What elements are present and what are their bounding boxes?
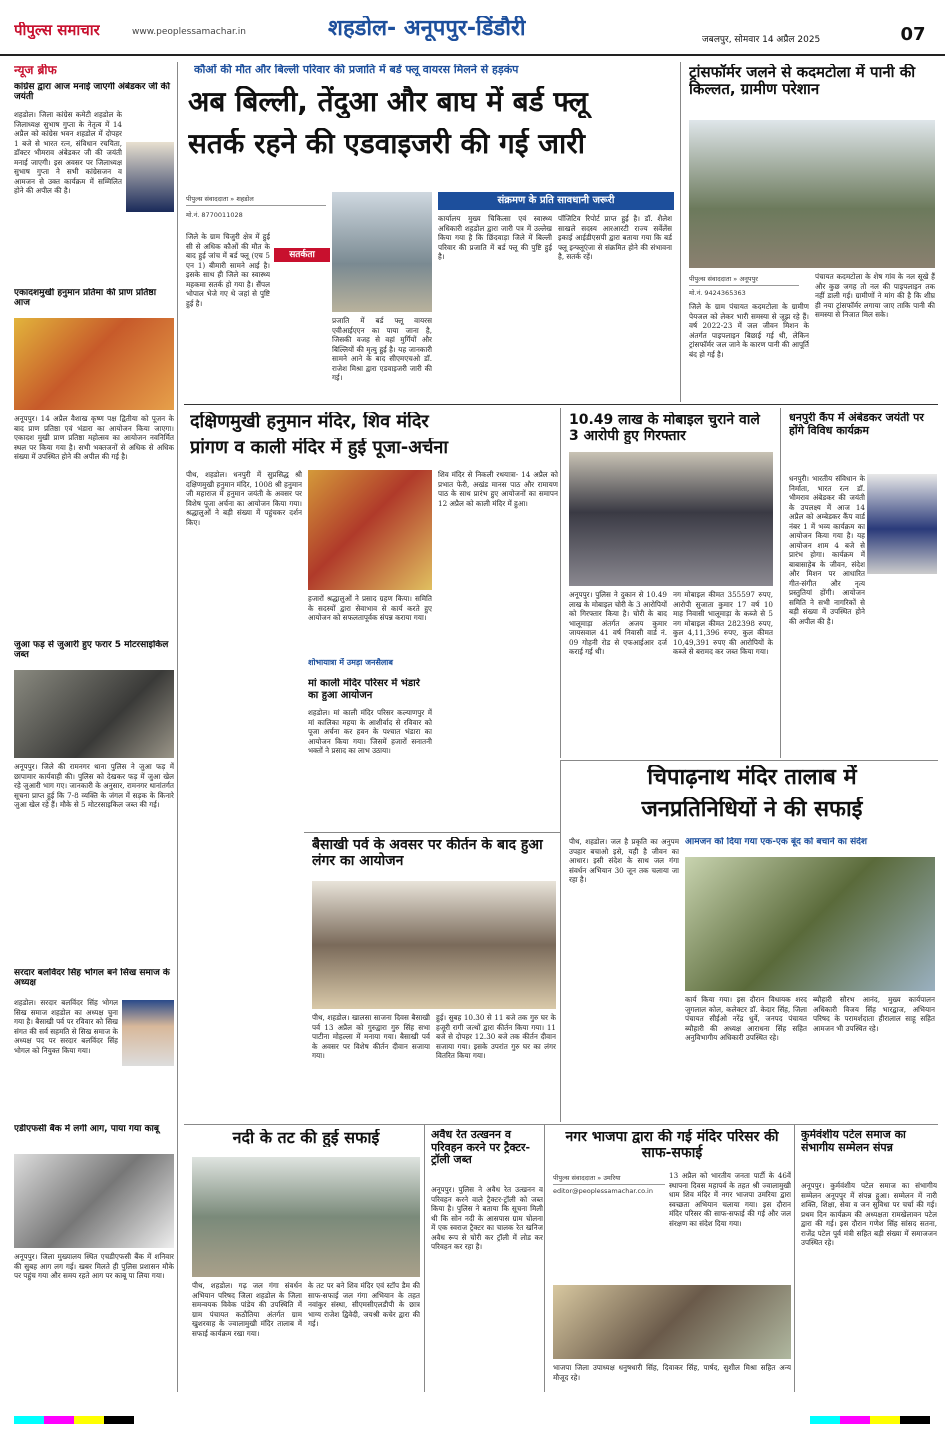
bjp-email[interactable]: editor@peoplessamachar.co.in [553, 1187, 653, 1195]
brief-sikh-title: सरदार बलविंदर सिंह भोगल बने सिख समाज के अध्यक्ष [14, 968, 170, 989]
newsbrief-column [8, 62, 178, 1392]
river-photo [192, 1157, 420, 1277]
page-number: 07 [896, 20, 930, 50]
kurmi-story [794, 1124, 938, 1392]
ambedkar-photo [126, 142, 174, 212]
chipadhnath-story [560, 760, 938, 1122]
lead-body-4: पॉजिटिव रिपोर्ट प्राप्त हुई है। डॉ. शैलेश साखले सदस्य आरआरटी राज्य सर्वेलेंस इकाई आईडीएसपी द्वारा बताया गया कि बर्ड फ्लू इन्फ्लूएंजा से संक्रमित होने की संभावना है, सतर्क रहें। [558, 214, 672, 261]
motorcycles-photo [14, 670, 174, 758]
hanuman-body-3: शिव मंदिर से निकली रथयात्रा- 14 अप्रैल को प्रभात फेरी, अखंड मानस पाठ और रामायण पाठ के साथ प्रारंभ हुए आयोजनों का समापन 12 अप्रैल को काली मंदिर में हुआ। [438, 470, 558, 508]
brief-congress-body: शहडोल। जिला कांग्रेस कमेटी शहडोल के जिलाध्यक्ष सुभाष गुप्ता के नेतृत्व में 14 अप्रैल को कांग्रेस भवन शहडोल में दोपहर 1 बजे से भारत रत्न, संविधान रचयिता, डॉक्टर भीमराव अंबेडकर जी की जयंती मनाई जाएगी। इस अवसर पर जिलाध्यक्ष सुभाष गुप्ता ने सभी कांग्रेसजन व आमजन से उक्त कार्यक्रम में सम्मिलित होने की अपील की है। [14, 110, 122, 195]
lead-headline-1: अब बिल्ली, तेंदुआ और बाघ में बर्ड फ्लू [188, 86, 588, 118]
reg-mark [810, 1416, 930, 1424]
langar-photo [312, 881, 556, 1009]
brief-hanuman-title: एकादशमुखी हनुमान प्रतिमा की प्राण प्रतिष्ठा आज [14, 288, 157, 309]
divider [184, 404, 938, 405]
hanuman-puja-photo [14, 318, 174, 410]
hanuman-sub-2: मां काली मंदिर परिसर में भंडारे का हुआ आयोजन [308, 678, 420, 701]
lead-headline-2: सतर्क रहने की एडवाइजरी की गई जारी [188, 128, 586, 160]
mobile-theft-body-1: अनूपपुर। पुलिस ने दुकान से 10.49 लाख के मोबाइल चोरी के 3 आरोपियों को गिरफ्तार किया है। चोरी के बाद भालूमाड़ा अंतर्गत अजय कुमार जायसवाल 41 वर्ष निवासी वार्ड नं. 09 गोहनी रोड से एफआईआर दर्ज कराई गई थी। [569, 590, 667, 656]
reg-mark [14, 1416, 134, 1424]
sand-story [424, 1124, 544, 1392]
mobile-theft-story [560, 408, 776, 758]
mobile-theft-headline: 10.49 लाख के मोबाइल चुराने वाले 3 आरोपी हुए गिरफ्तार [569, 412, 760, 445]
newsbrief-label: न्यूज ब्रीफ [14, 64, 57, 77]
bhogal-photo [122, 1000, 174, 1066]
lead-mobile: मो.नं. 8770011028 [186, 211, 243, 219]
hanuman-headline-2: प्रांगण व काली मंदिर में हुई पूजा-अर्चना [190, 438, 449, 458]
sand-body: अनूपपुर। पुलिस ने अवैध रेत उत्खनन व परिवहन करने वाले ट्रैक्टर-ट्रॉली को जब्त किया है। पुलिस ने बताया कि सूचना मिली थी कि सोन नदी के आसपास ग्राम चोलना में एक स्वराज ट्रैक्टर का चालक रेत खनिज अवैध रूप से चोरी कर ट्रॉली में लोड कर परिवहन कर रहा है। [431, 1185, 543, 1251]
section-title: शहडोल- अनूपपुर-डिंडौरी [328, 16, 526, 41]
brief-congress-title: कांग्रेस द्वारा आज मनाई जाएगी अंबेडकर जी की जयंती [14, 82, 170, 103]
chipadhnath-body-2: कार्य किया गया। इस दौरान विधायक शरद जुगलाल कोल, कलेक्टर डॉ. केदार सिंह, जिला पंचायत सीईओ नरेंद्र धुर्वे, जनपद पंचायत ब्यौहारी की अध्यक्ष आराधना सिंह सहित अनुविभागीय अधिकारी उपस्थित रहे। [685, 995, 807, 1042]
kirtan-headline: बैसाखी पर्व के अवसर पर कीर्तन के बाद हुआ लंगर का आयोजन [312, 837, 543, 870]
transformer-byline: पीपुल्स संवाददाता » अनूपपुर [689, 272, 799, 286]
bjp-story [544, 1124, 794, 1392]
chipadhnath-headline-1: चिपाढ़नाथ मंदिर तालाब में [647, 765, 857, 790]
kurmi-body: अनूपपुर। कुर्मवंशीय पटेल समाज का संभागीय सम्मेलन अनूपपुर में संपन्न हुआ। सम्मेलन में नारी शक्ति, शिक्षा, सेवा व जन सुविधा पर चर्चा की गई। प्रथम दिन कार्यक्रम की अध्यक्षता रामखेलावन पटेल द्वारा की गई। इस दौरान गणेश सिंह सांसद सतना, राजेंद्र पटेल पूर्व मंत्री सहित बड़ी संख्या में समाजजन उपस्थित रहे। [801, 1181, 937, 1247]
hanuman-body-4: शहडोल। मां काली मंदिर परिसर कल्याणपुर में मां कालिका महया के आशीर्वाद से रविवार को पूजा अर्चना कर हवन के पश्चात भंडारा का आयोजन किया गया। जिसमें हजारों सनातनी भक्तों ने प्रसाद का लाभ उठाया। [308, 708, 432, 755]
pond-cleaning-photo [685, 857, 935, 991]
kirtan-body-2: हुई। सुबह 10.30 से 11 बजे तक गुरु घर के हजूरी रागी जत्थों द्वारा कीर्तन किया गया। 11 बजे से दोपहर 12.30 बजे तक कीर्तन दीवान सजाया गया। इसके उपरांत गुरु घर का लंगर वितरित किया गया। [436, 1013, 556, 1060]
lead-body-1: जिले के ग्राम चिजुरी क्षेत्र में हुई सी से अधिक कौओं की मौत के बाद हुई जांच में बर्ड फ्लू (एच 5 एन 1) बीमारी सामने आई है। इसके साथ ही जिले का स्वास्थ्य महकमा सतर्क हो गया है। सैंपल भोपाल भेजे गए थे जहां से पुष्टि हुई है। [186, 232, 270, 308]
bjp-headline: नगर भाजपा द्वारा की गई मंदिर परिसर की साफ-सफाई [565, 1129, 779, 1162]
transformer-body-2: पंचायत कदमटोला के शेष गांव के नल सूखे हैं और कुछ जगह तो नल की पाइपलाइन तक नहीं डाली गई। ग्रामीणों ने मांग की है कि शीघ्र ही नया ट्रांसफॉर्मर लगाया जाए ताकि पानी की समस्या से निजात मिल सके। [815, 272, 935, 319]
hanuman-body-1: पीथ, शहडोल। धनपुरी में सुप्रसिद्ध श्री दक्षिणमुखी हनुमान मंदिर, 1008 श्री हनुमान जी महाराज में हनुमान जयंती के अवसर पर विशेष पूजा अर्चना का आयोजन किया गया। श्रद्धालुओं ने बड़ी संख्या में पहुंचकर दर्शन किए। [186, 470, 302, 527]
brief-sikh-body: शहडोल। सरदार बलविंदर सिंह भोगल सिख समाज शहडोल का अध्यक्ष चुना गया है। बैसाखी पर्व पर रविवार को सिख संगत की सर्व सहमति से सिख समाज के अध्यक्ष पद पर सरदार बलविंदर सिंह भोगल को नियुक्त किया गया। [14, 998, 118, 1055]
chipadhnath-body-1: पीथ, शहडोल। जल है प्रकृति का अनुपम उपहार बचाओ इसे, यही है जीवन का आधार। इसी संदेश के साथ जल गंगा संवर्धन अभियान 30 जून तक चलाया जा रहा है। [569, 837, 679, 884]
brief-fire-body: अनूपपुर। जिला मुख्यालय स्थित एचडीएफसी बैंक में शनिवार की सुबह आग लग गई। खबर मिलते ही पुलिस प्रशासन मौके पर पहुंच गया और समय रहते आग पर काबू पा लिया गया। [14, 1252, 174, 1280]
bank-fire-photo [14, 1154, 174, 1248]
bjp-cleaning-photo [553, 1285, 791, 1359]
brief-gambling-title: जुआ फड़ से जुआरी हुए फरार 5 मोटरसाइकिल जब्त [14, 640, 169, 661]
river-body-1: पीथ, शहडोल। गढ़ जल गंगा संवर्धन अभियान परिषद जिला शहडोल के जिला समन्वयक विवेक पांडेय की उपस्थिति में ग्राम पंचायत कठौतिया अंतर्गत ग्राम खुशरवाह के ज्वालामुखी मंदिर तालाब में सफाई कार्यक्रम रखा गया। [192, 1281, 302, 1338]
bjp-body: 13 अप्रैल को भारतीय जनता पार्टी के 46वें स्थापना दिवस महापर्व के तहत श्री ज्वालामुखी धाम शिव मंदिर में नगर भाजपा उमरिया द्वारा स्वच्छता अभियान चलाया गया। इस दौरान मंदिर परिसर की साफ-सफाई की गई और जल संरक्षण का संदेश दिया गया। [669, 1171, 791, 1228]
brand-logo: पीपुल्स समाचार [14, 22, 100, 39]
brief-hanuman-body: अनूपपुर। 14 अप्रैल वैशाख कृष्ण पक्ष द्वितीया को पूजन के बाद प्राण प्रतिष्ठा एवं भंडारा का आयोजन किया जाएगा। एकादश मुखी प्राण प्रतिष्ठा महोत्सव का आयोजन नवनिर्मित स्थल पर किया गया है। सभी भक्तजनों से अधिक से अधिक संख्या में उपस्थित होने की अपील की गई है। [14, 414, 174, 461]
ambedkar-story [780, 408, 938, 758]
river-headline: नदी के तट की हुई सफाई [232, 1129, 380, 1147]
chipadhnath-body-3: ब्यौहारी सौरभ आनंद, मुख्य कार्यपालन अधिकारी विजय सिंह भारद्वाज, अभियान परिषद के परामर्शदाता हीरालाल साहू सहित आमजन भी उपस्थित रहे। [813, 995, 935, 1033]
transformer-mobile: मो.नं. 9424365363 [689, 289, 746, 297]
brief-fire-title: एडीएफसी बैंक में लगी आग, पाया गया काबू [14, 1124, 159, 1134]
lead-story [184, 62, 674, 402]
hanuman-body-2: हजारों श्रद्धालुओं ने प्रसाद ग्रहण किया। समिति के सदस्यों द्वारा सेवाभाव से कार्य करते हुए आयोजन को सफलतापूर्वक संपन्न कराया गया। [308, 594, 432, 622]
chipadhnath-headline-2: जनप्रतिनिधियों ने की सफाई [641, 797, 863, 822]
mobile-theft-body-2: नग मोबाइल कीमत 355597 रुपए, आरोपी सुजाता कुमार 17 वर्ष 10 माह निवासी भालूमाड़ा के कब्जे से 5 नग मोबाइल कीमत 282398 रुपए, कुल 4,11,396 रुपए, कुल कीमत 10,49,391 रुपए की आरोपियों के कब्जे से बरामद कर जब्त किया गया। [673, 590, 773, 656]
ambedkar-headline: धनपुरी कैंप में अंबेडकर जयंती पर होंगे विविध कार्यक्रम [789, 412, 924, 437]
lead-byline: पीपुल्स संवाददाता » शहडोल [186, 192, 326, 206]
hanuman-story [184, 408, 560, 852]
lead-body-2: प्रजाति में बर्ड फ्लू वायरस एवीआईएएन का पाया जाना है, जिसकी वजह से वहां मुर्गियों और बिल्लियों की मृत्यु हुई है। यह जानकारी सामने आने के बाद सीएमएचओ डॉ. राजेश मिश्रा द्वारा एडवाइजरी जारी की गई। [332, 316, 432, 382]
ambedkar-body: धनपुरी। भारतीय संविधान के निर्माता, भारत रत्न डॉ. भीमराव अंबेडकर की जयंती के उपलक्ष्य में आज 14 अप्रैल को अम्बेडकर कैंप वार्ड नंबर 1 में भव्य कार्यक्रम का आयोजन किया गया है। यह आयोजन शाम 4 बजे से प्रारंभ होगा। कार्यक्रम में बाबासाहेब के जीवन, संदेश और मिशन पर आधारित गीत-संगीत और नृत्य प्रस्तुतियां होंगी। आयोजन समिति ने सभी नागरिकों से बड़ी संख्या में उपस्थित होने की अपील की है। [789, 474, 865, 626]
hanuman-idol-photo [308, 470, 432, 590]
brief-gambling-body: अनूपपुर। जिले की रामनगर थाना पुलिस ने जुआ फड़ में छापामार कार्यवाही की। पुलिस को देखकर फड़ में जुआ खेल रहे जुआरी भाग गए। जानकारी के अनुसार, रामनगर थानांतर्गत सूचना प्राप्त हुई कि 7-8 व्यक्ति के जंगल में सड़क के किनारे जुआ खेल रहे हैं। मौके से 5 मोटरसाइकिल जब्त की गई। [14, 762, 174, 809]
registration-strip [0, 1400, 945, 1445]
lead-body-3: कार्यालय मुख्य चिकित्सा एवं स्वास्थ्य अधिकारी शहडोल द्वारा जारी पत्र में उल्लेख किया गया है कि छिंदवाड़ा जिले में बिल्ली परिवार की प्रजाति में बर्ड फ्लू की पुष्टि हुई है। [438, 214, 552, 261]
hanuman-sub-1: शोभायात्रा में उमड़ा जनसैलाब [308, 658, 393, 667]
transformer-body-1: जिले के ग्राम पंचायत कदमटोला के ग्रामीण पेयजल को लेकर भारी समस्या से जूझ रहे हैं। वर्ष 2022-23 में जल जीवन मिशन के अंतर्गत पाइपलाइन बिछाई गई थी, लेकिन ट्रांसफॉर्मर जल जाने के कारण पानी की आपूर्ति बंद हो गई है। [689, 302, 809, 359]
lead-box-label: संक्रमण के प्रति सावधानी जरूरी [438, 192, 674, 210]
brief-congress-cont [14, 232, 174, 234]
kirtan-story [304, 832, 560, 1122]
transformer-story [680, 62, 938, 402]
chipadhnath-subhead: आमजन को दिया गया एक-एक बूंद को बचाने का संदेश [685, 837, 868, 847]
dateline: जबलपुर, सोमवार 14 अप्रैल 2025 [702, 35, 821, 45]
transformer-photo [689, 120, 935, 268]
hanuman-headline-1: दक्षिणमुखी हनुमान मंदिर, शिव मंदिर [190, 412, 429, 432]
hospital-photo [332, 192, 432, 312]
lead-tag: सतर्कता [274, 248, 330, 262]
river-body-2: के तट पर बने शिव मंदिर एवं स्टॉप डैम की साफ-सफाई जल गंगा अभियान के तहत नवांकुर संस्था, सीएमसीएलडीपी के छात्र भाग्य राजेश द्विवेदी, जयश्री कचेर द्वारा की गई। [308, 1281, 420, 1328]
transformer-headline: ट्रांसफॉर्मर जलने से कदमटोला में पानी की किल्लत, ग्रामीण परेशान [689, 64, 916, 99]
bjp-caption: भाजपा जिला उपाध्यक्ष धनुषधारी सिंह, दिवाकर सिंह, पार्षद, सुशील मिश्रा सहित अन्य मौजूद रहे। [553, 1363, 791, 1382]
site-url[interactable]: www.peoplessamachar.in [132, 27, 246, 37]
river-story [184, 1124, 424, 1392]
kirtan-body-1: पीथ, शहडोल। खालसा साजना दिवस बैसाखी पर्व 13 अप्रैल को गुरुद्वारा गुरु सिंह सभा पाटीना मोहल्ला में मनाया गया। बैसाखी पर्व के अवसर पर विशेष कीर्तन दीवान सजाया गया। [312, 1013, 430, 1060]
sand-headline: अवैध रेत उत्खनन व परिवहन करने पर ट्रैक्टर-ट्रॉली जब्त [431, 1129, 531, 1167]
kurmi-headline: कुर्मवंशीय पटेल समाज का संभागीय सम्मेलन संपन्न [801, 1129, 906, 1154]
ambedkar-statue-photo [867, 474, 937, 574]
accused-photo [569, 452, 773, 586]
lead-kicker: कौओं की मौत और बिल्ली परिवार की प्रजाति में बर्ड फ्लू वायरस मिलने से हड़कंप [194, 64, 519, 76]
masthead [0, 0, 945, 56]
bjp-byline: पीपुल्स संवाददाता » उमरिया [553, 1171, 665, 1185]
